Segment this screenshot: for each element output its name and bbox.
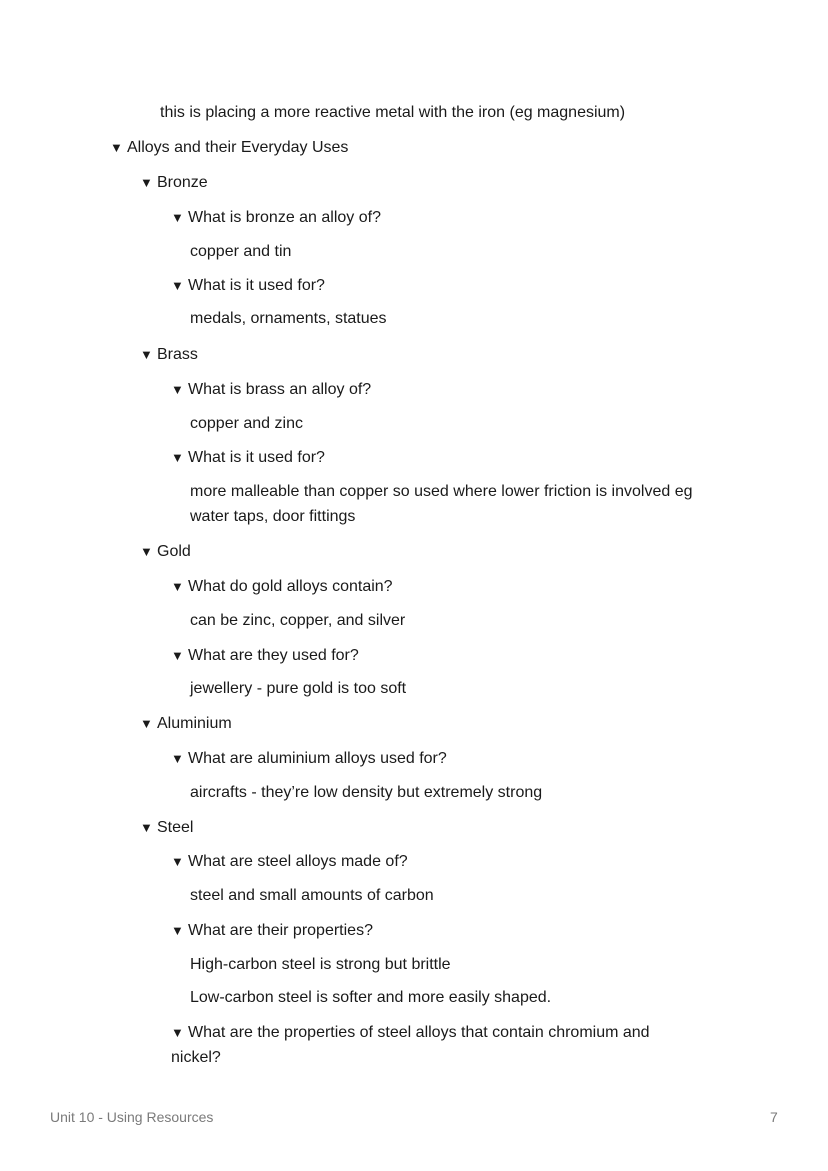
question-text: What are steel alloys made of? (188, 853, 408, 870)
toggle-triangle-icon[interactable]: ▼ (171, 1025, 184, 1040)
toggle-bronze[interactable] (140, 170, 208, 195)
toggle-brass-q1[interactable] (171, 377, 371, 402)
toggle-triangle-icon[interactable]: ▼ (171, 648, 184, 663)
toggle-triangle-icon[interactable]: ▼ (140, 716, 153, 731)
question-text: What are they used for? (188, 647, 359, 664)
answer-text: more malleable than copper so used where lower friction is involved eg (190, 483, 693, 500)
question-text: What are aluminium alloys used for? (188, 750, 447, 767)
footer-title: Unit 10 - Using Resources (50, 1109, 214, 1125)
answer-text: copper and tin (190, 243, 292, 260)
toggle-triangle-icon[interactable]: ▼ (171, 278, 184, 293)
toggle-steel-q2[interactable] (171, 918, 373, 943)
toggle-triangle-icon[interactable]: ▼ (171, 382, 184, 397)
toggle-bronze-q2[interactable] (171, 273, 325, 298)
answer-text: aircrafts - they’re low density but extremely strong (190, 784, 543, 801)
toggle-triangle-icon[interactable]: ▼ (140, 544, 153, 559)
toggle-triangle-icon[interactable]: ▼ (171, 923, 184, 938)
question-text: What is it used for? (188, 449, 325, 466)
question-text: What is it used for? (188, 277, 325, 294)
toggle-triangle-icon[interactable]: ▼ (140, 820, 153, 835)
toggle-alloys-section[interactable] (110, 135, 348, 160)
toggle-triangle-icon[interactable]: ▼ (171, 751, 184, 766)
question-text: What is brass an alloy of? (188, 381, 372, 398)
answer-text: medals, ornaments, statues (190, 310, 387, 327)
answer-text: High-carbon steel is strong but brittle (190, 956, 451, 973)
toggle-gold-q2[interactable] (171, 643, 359, 668)
toggle-steel[interactable] (140, 815, 193, 840)
answer-text: Low-carbon steel is softer and more easily shaped. (190, 989, 552, 1006)
question-text: What is bronze an alloy of? (188, 209, 381, 226)
toggle-steel-q1[interactable] (171, 849, 408, 874)
bronze-heading: Bronze (157, 174, 208, 191)
question-text: nickel? (171, 1049, 221, 1066)
toggle-triangle-icon[interactable]: ▼ (171, 854, 184, 869)
answer-text: steel and small amounts of carbon (190, 887, 434, 904)
answer-text: jewellery - pure gold is too soft (190, 680, 407, 697)
brass-heading: Brass (157, 346, 198, 363)
toggle-triangle-icon[interactable]: ▼ (110, 140, 123, 155)
toggle-triangle-icon[interactable]: ▼ (171, 210, 184, 225)
toggle-brass[interactable] (140, 342, 198, 367)
question-text: What do gold alloys contain? (188, 578, 393, 595)
question-text: What are the properties of steel alloys that contain chromium and (188, 1024, 650, 1041)
toggle-brass-q2[interactable] (171, 445, 325, 470)
question-text: What are their properties? (188, 922, 373, 939)
answer-text: copper and zinc (190, 415, 303, 432)
gold-heading: Gold (157, 543, 191, 560)
aluminium-heading: Aluminium (157, 715, 232, 732)
toggle-triangle-icon[interactable]: ▼ (171, 579, 184, 594)
answer-text: water taps, door fittings (190, 508, 356, 525)
intro-text: this is placing a more reactive metal with the iron (eg magnesium) (160, 104, 626, 121)
answer-text: can be zinc, copper, and silver (190, 612, 406, 629)
toggle-triangle-icon[interactable]: ▼ (171, 450, 184, 465)
toggle-aluminium[interactable] (140, 711, 232, 736)
toggle-aluminium-q1[interactable] (171, 746, 447, 771)
toggle-bronze-q1[interactable] (171, 205, 381, 230)
toggle-triangle-icon[interactable]: ▼ (140, 175, 153, 190)
toggle-steel-q3[interactable] (171, 1020, 650, 1045)
toggle-triangle-icon[interactable]: ▼ (140, 347, 153, 362)
steel-heading: Steel (157, 819, 194, 836)
page-number: 7 (770, 1109, 778, 1125)
toggle-gold-q1[interactable] (171, 574, 393, 599)
toggle-gold[interactable] (140, 539, 191, 564)
section-title: Alloys and their Everyday Uses (127, 139, 349, 156)
